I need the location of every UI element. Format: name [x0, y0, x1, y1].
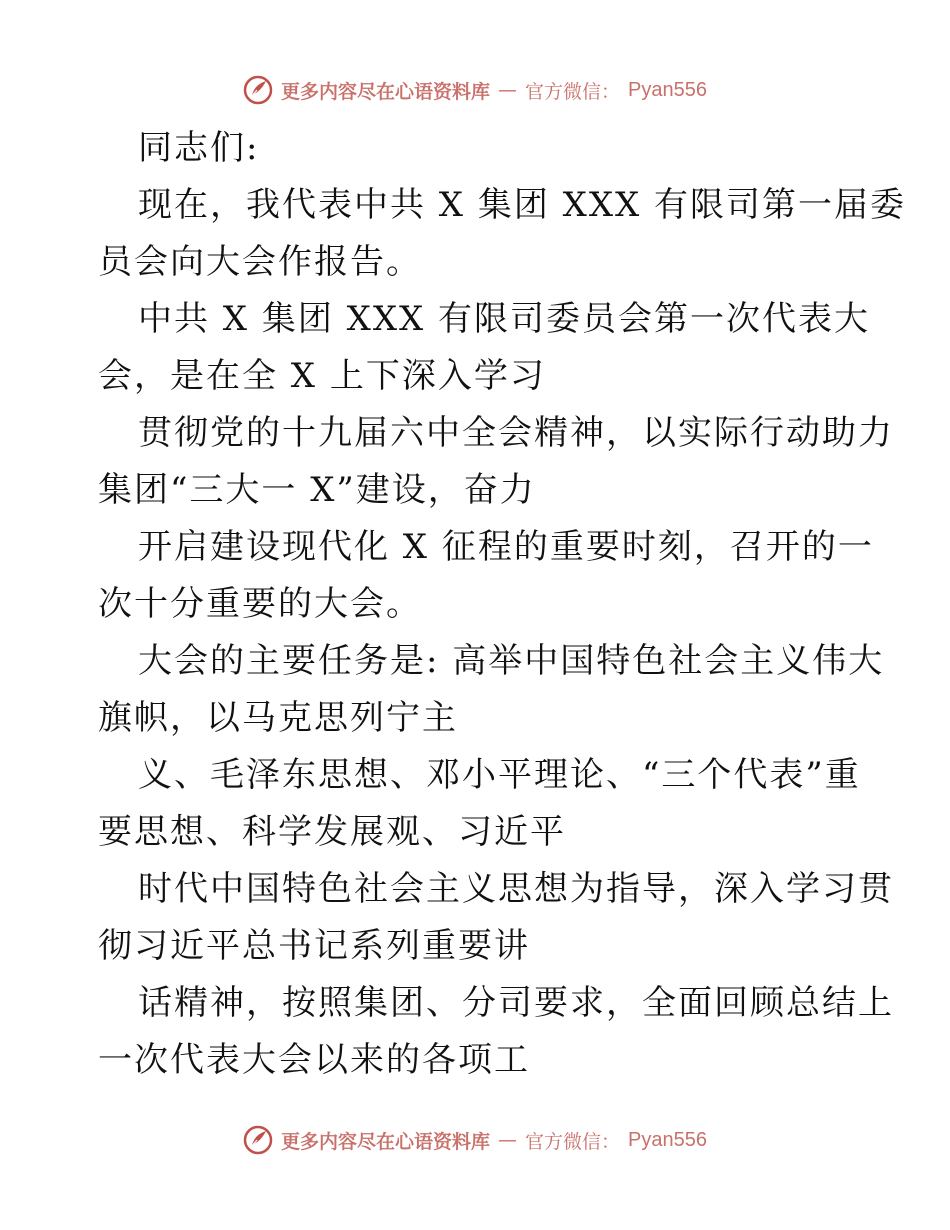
- banner-wechat-id: Pyan556: [628, 1128, 707, 1151]
- banner-dash: —: [498, 1129, 518, 1151]
- text-line: 一次代表大会以来的各项工: [98, 1040, 530, 1080]
- banner-wechat-label: 官方微信：: [525, 80, 621, 103]
- text-line: 开启建设现代化 X 征程的重要时刻，召开的一: [138, 527, 874, 567]
- banner-text: 更多内容尽在心语资料库: [281, 80, 491, 103]
- text-line: 话精神，按照集团、分司要求，全面回顾总结上: [138, 983, 894, 1023]
- text-line: 时代中国特色社会主义思想为指导，深入学习贯: [138, 869, 894, 909]
- banner-text: 更多内容尽在心语资料库: [281, 1130, 491, 1153]
- text-line: 要思想、科学发展观、习近平: [98, 812, 566, 852]
- text-line: 集团“三大一 X”建设，奋力: [98, 470, 536, 510]
- text-line: 现在，我代表中共 X 集团 XXX 有限司第一届委: [138, 185, 907, 225]
- text-line: 次十分重要的大会。: [98, 584, 422, 624]
- quill-heart-logo-icon: [243, 1125, 273, 1155]
- text-line: 员会向大会作报告。: [98, 242, 422, 282]
- text-line: 同志们:: [138, 128, 260, 168]
- banner-inner: [243, 75, 707, 105]
- header-banner: [0, 70, 950, 110]
- quill-heart-logo-icon: [243, 75, 273, 105]
- text-line: 贯彻党的十九届六中全会精神，以实际行动助力: [138, 413, 894, 453]
- banner-wechat-label: 官方微信：: [525, 1130, 621, 1153]
- footer-banner: [0, 1120, 950, 1160]
- document-body: [98, 120, 907, 1089]
- text-line: 大会的主要任务是: 高举中国特色社会主义伟大: [138, 641, 885, 681]
- text-line: 会，是在全 X 上下深入学习: [98, 356, 546, 396]
- banner-inner: [243, 1125, 707, 1155]
- text-line: 旗帜，以马克思列宁主: [98, 698, 458, 738]
- banner-wechat-id: Pyan556: [628, 78, 707, 101]
- text-line: 义、毛泽东思想、邓小平理论、“三个代表”重: [138, 755, 861, 795]
- banner-dash: —: [498, 79, 518, 101]
- text-line: 中共 X 集团 XXX 有限司委员会第一次代表大: [138, 299, 871, 339]
- text-line: 彻习近平总书记系列重要讲: [98, 926, 530, 966]
